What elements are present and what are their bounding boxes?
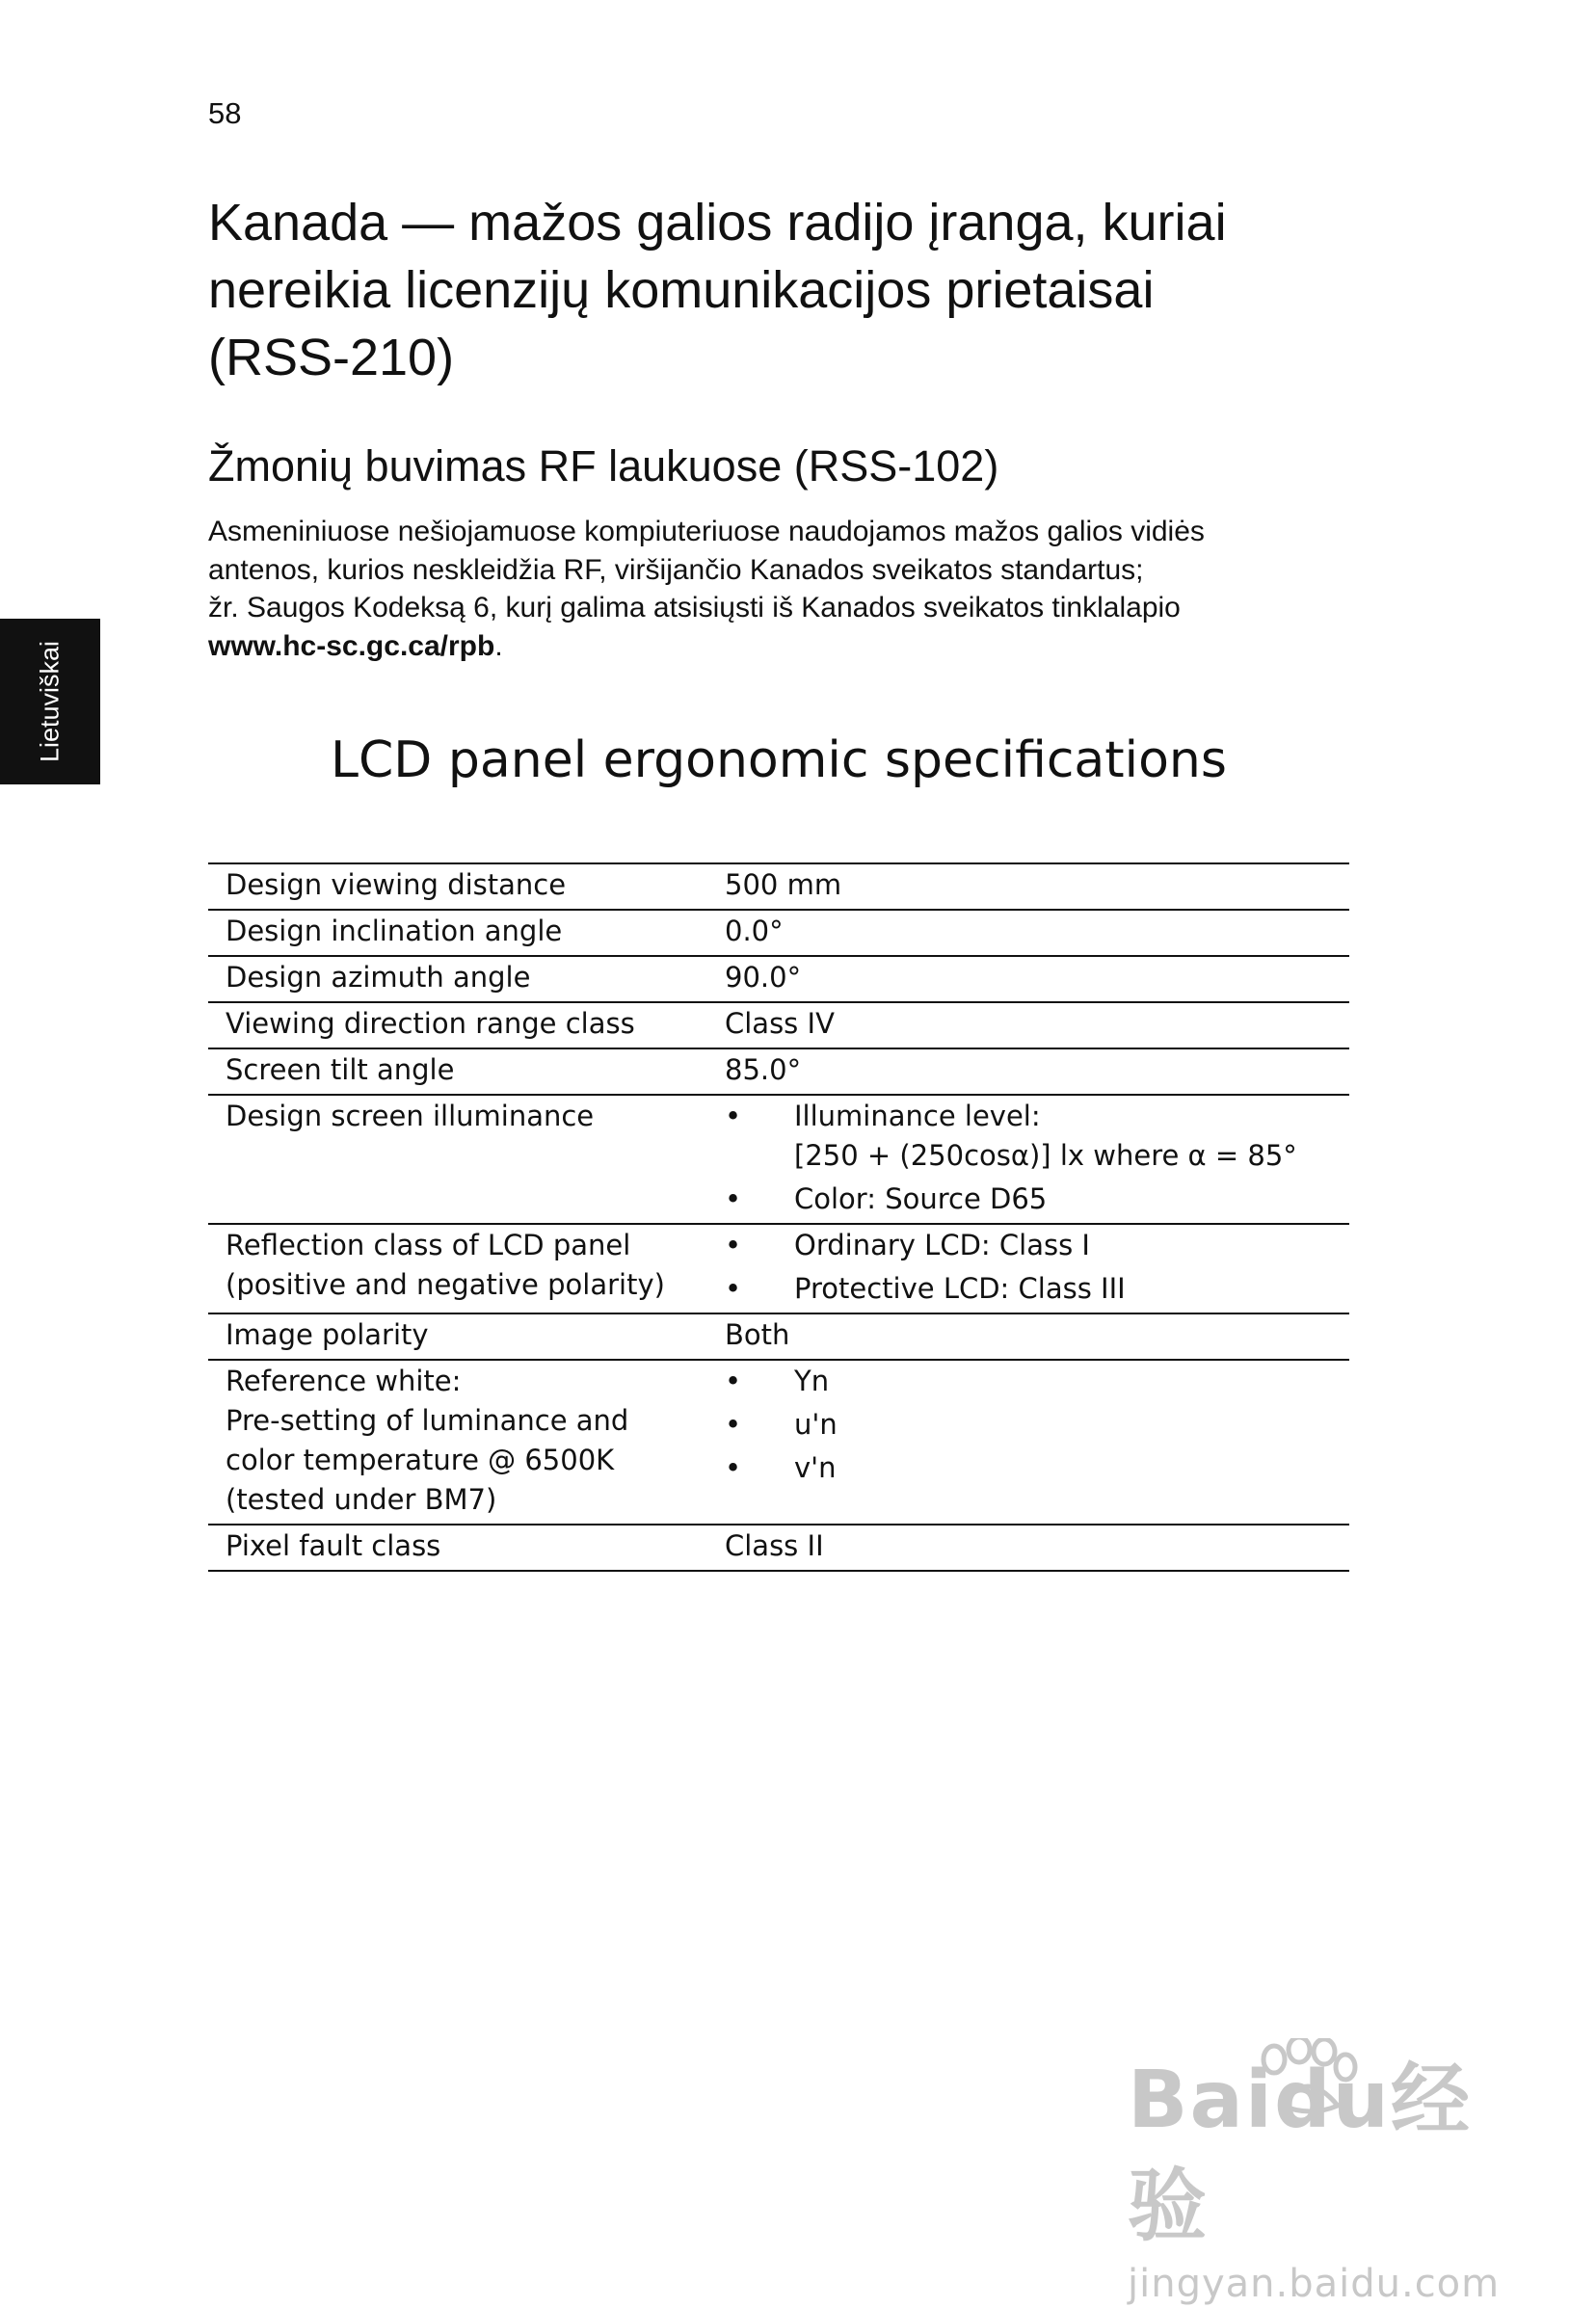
spec-label: Reflection class of LCD panel — [226, 1229, 631, 1261]
spec-bullet-item — [725, 1180, 1349, 1219]
spec-table-body — [208, 863, 1349, 1571]
spec-value-cell — [707, 1095, 1349, 1224]
main-heading-line: Kanada — mažos galios radijo įranga, kuriai — [208, 194, 1227, 252]
spec-bullet-text: u'n — [794, 1408, 838, 1441]
spec-value-cell — [707, 910, 1349, 956]
spec-label: (tested under BM7) — [226, 1483, 497, 1516]
spec-bullet-text: Color: Source D65 — [794, 1182, 1048, 1215]
spec-label: Image polarity — [226, 1318, 429, 1351]
baidu-watermark — [1128, 2048, 1513, 2306]
spec-label: color temperature @ 6500K — [226, 1444, 615, 1476]
spec-bullet-text: [250 + (250cosα)] lx where α = 85° — [794, 1139, 1297, 1172]
spec-row — [208, 1048, 1349, 1095]
spec-value-cell — [707, 1002, 1349, 1048]
main-heading-line: (RSS-210) — [208, 329, 455, 386]
spec-value: 500 mm — [725, 868, 842, 901]
spec-label-cell — [208, 1313, 707, 1360]
language-side-tab-label: Lietuviškai — [35, 640, 65, 763]
spec-row — [208, 1313, 1349, 1360]
spec-row — [208, 863, 1349, 910]
spec-value-cell — [707, 956, 1349, 1002]
spec-label-cell — [208, 1095, 707, 1224]
body-paragraph — [208, 513, 1365, 665]
spec-bullet-item — [725, 1405, 1349, 1445]
spec-row — [208, 956, 1349, 1002]
spec-label-cell — [208, 1525, 707, 1571]
sub-heading: Žmonių buvimas RF laukuose (RSS-102) — [208, 441, 999, 491]
spec-bullet-text: Protective LCD: Class III — [794, 1272, 1126, 1305]
spec-value: Class II — [725, 1529, 824, 1562]
spec-bullet-list — [725, 1362, 1349, 1488]
spec-label-cell — [208, 863, 707, 910]
spec-bullet-list — [725, 1226, 1349, 1309]
watermark-logo-text: Baidu经验 — [1128, 2055, 1473, 2252]
spec-label-cell — [208, 1360, 707, 1525]
spec-row — [208, 910, 1349, 956]
spec-value: Both — [725, 1318, 790, 1351]
spec-title: LCD panel ergonomic specifications — [331, 731, 1227, 789]
spec-value-cell — [707, 1224, 1349, 1313]
spec-label-cell — [208, 956, 707, 1002]
spec-label-cell — [208, 1048, 707, 1095]
spec-label: Screen tilt angle — [226, 1053, 455, 1086]
spec-label: Design inclination angle — [226, 915, 563, 947]
spec-bullet-item — [725, 1448, 1349, 1488]
watermark-site-text: jingyan.baidu.com — [1128, 2262, 1501, 2306]
spec-label: Design screen illuminance — [226, 1100, 595, 1132]
spec-label: Design azimuth angle — [226, 961, 531, 994]
spec-label: Viewing direction range class — [226, 1007, 635, 1040]
spec-value-cell — [707, 1313, 1349, 1360]
spec-bullet-text: Ordinary LCD: Class I — [794, 1229, 1090, 1261]
spec-label: Reference white: — [226, 1365, 462, 1397]
spec-value: 85.0° — [725, 1053, 802, 1086]
main-heading — [208, 189, 1365, 391]
spec-row — [208, 1095, 1349, 1224]
main-heading-line: nereikia licenzijų komunikacijos prietaisai — [208, 261, 1155, 319]
spec-label: Design viewing distance — [226, 868, 567, 901]
spec-bullet-list — [725, 1097, 1349, 1219]
spec-label: Pixel fault class — [226, 1529, 441, 1562]
spec-label: Pre-setting of luminance and — [226, 1404, 629, 1437]
spec-label: (positive and negative polarity) — [226, 1268, 665, 1301]
page-number: 58 — [208, 96, 242, 130]
spec-bullet-item — [725, 1097, 1349, 1176]
spec-row — [208, 1525, 1349, 1571]
spec-value-cell — [707, 1360, 1349, 1525]
spec-row — [208, 1360, 1349, 1525]
spec-label-cell — [208, 1002, 707, 1048]
spec-label-cell — [208, 910, 707, 956]
spec-bullet-text: Illuminance level: — [794, 1100, 1041, 1132]
body-line: Asmeniniuose nešiojamuose kompiuteriuose naudojamos mažos galios vidiės — [208, 516, 1205, 547]
spec-value-cell — [707, 1048, 1349, 1095]
spec-bullet-item — [725, 1269, 1349, 1309]
body-url-suffix: . — [494, 629, 503, 662]
spec-bullet-item — [725, 1362, 1349, 1401]
spec-row — [208, 1002, 1349, 1048]
language-side-tab — [0, 619, 100, 784]
health-canada-url: www.hc-sc.gc.ca/rpb — [208, 629, 495, 662]
spec-value-cell — [707, 863, 1349, 910]
spec-bullet-text: v'n — [794, 1451, 837, 1484]
spec-table — [208, 862, 1349, 1572]
spec-row — [208, 1224, 1349, 1313]
spec-bullet-text: Yn — [794, 1365, 830, 1397]
spec-label-cell — [208, 1224, 707, 1313]
paw-logo-icon — [1253, 2038, 1359, 2115]
body-line: žr. Saugos Kodeksą 6, kurį galima atsisiųsti iš Kanados sveikatos tinklalapio — [208, 592, 1181, 623]
spec-value: 90.0° — [725, 961, 802, 994]
spec-value: Class IV — [725, 1007, 835, 1040]
spec-value: 0.0° — [725, 915, 784, 947]
spec-value-cell — [707, 1525, 1349, 1571]
body-line: antenos, kurios neskleidžia RF, viršijančio Kanados sveikatos standartus; — [208, 553, 1144, 586]
spec-bullet-item — [725, 1226, 1349, 1265]
